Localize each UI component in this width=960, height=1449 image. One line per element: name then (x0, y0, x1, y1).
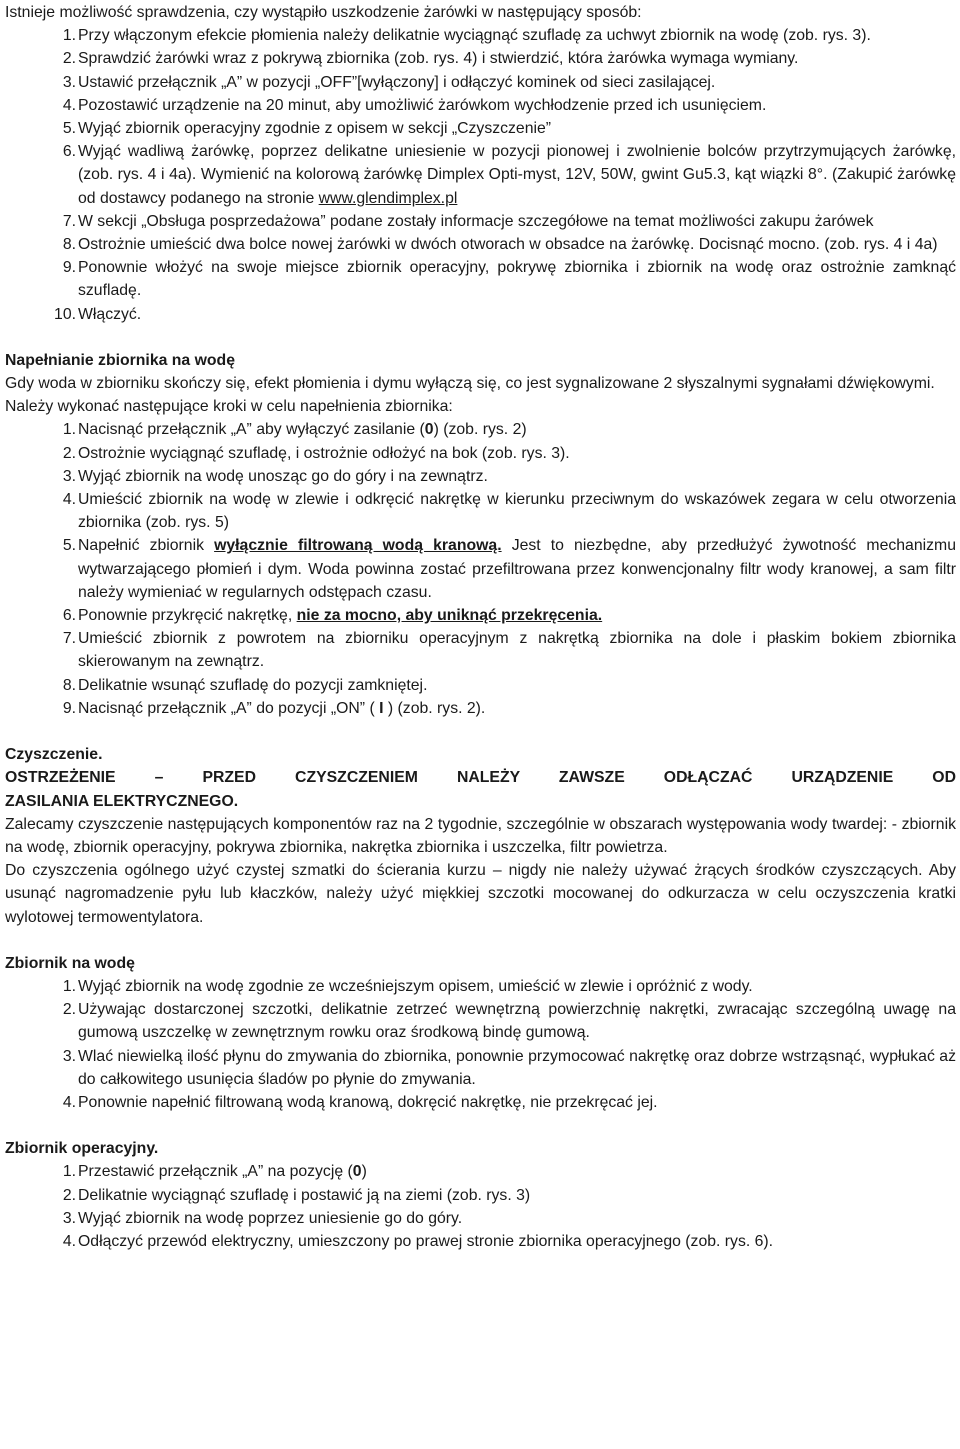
section-heading-cleaning: Czyszczenie. (5, 746, 103, 764)
section-heading-fill: Napełnianie zbiornika na wodę (5, 351, 235, 369)
item-number: 5. (62, 120, 76, 138)
list-item (5, 303, 956, 326)
item-text: Wyjąć zbiornik na wodę poprzez uniesienie go do góry. (78, 1209, 463, 1227)
fill-paragraph-1: Gdy woda w zbiorniku skończy się, efekt płomienia i dymu wyłączą się, co jest sygnalizowane 2 słyszalnymi sygnałami dźwiękowymi. (5, 375, 935, 393)
item-number: 2. (62, 1001, 76, 1019)
list-item (5, 47, 956, 70)
item-number: 3. (62, 1047, 76, 1065)
item-text-emphasis: nie za mocno, aby uniknąć przekręcenia. (296, 607, 603, 625)
list-item (5, 604, 956, 627)
item-text-body: Wyjąć wadliwą żarówkę, poprzez delikatne uniesienie w pozycji pionowej i zwolnienie bolców przytrzymujących żarówkę, (zob. rys. 4 i 4a). Wymienić na kolorową żarówkę Dimplex Opti-myst, 12V, 50W, gwint Gu5.3, kąt wiązki 8°. (Zakupić żarówkę od dostawcy podanego na stronie (78, 143, 956, 207)
warning-line-2: ZASILANIA ELEKTRYCZNEGO. (5, 792, 239, 810)
list-item (5, 1091, 956, 1114)
item-number: 7. (62, 212, 76, 230)
item-text: Ponownie napełnić filtrowaną wodą kranową, dokręcić nakrętkę, nie przekręcać jej. (78, 1093, 658, 1111)
item-text (78, 697, 956, 720)
list-item (5, 1207, 956, 1230)
item-text: Ponownie włożyć na swoje miejsce zbiornik operacyjny, pokrywę zbiornika i zbiornik na wodę oraz ostrożnie zamknąć szufladę. (78, 259, 956, 300)
item-number: 7. (62, 630, 76, 648)
list-item (5, 998, 956, 1044)
item-text: Włączyć. (78, 305, 142, 323)
item-number: 1. (62, 1163, 76, 1181)
item-text-bold: I (379, 699, 384, 717)
item-text: Delikatnie wsunąć szufladę do pozycji zamkniętej. (78, 676, 428, 694)
cleaning-paragraph-2: Do czyszczenia ogólnego użyć czystej szmatki do ścierania kurzu – nigdy nie należy używać żrących środków czyszczących. Aby usunąć nagromadzenie pyłu lub kłaczków, należy użyć miękkiej szczotki mocowanej do odkurzacza w celu oczyszczenia kratki wylotowej termowentylatora. (5, 862, 956, 926)
item-text: Umieścić zbiornik na wodę w zlewie i odkręcić nakrętkę w kierunku przeciwnym do wskazówek zegara w celu otworzenia zbiornika (zob. rys. 5) (78, 491, 956, 532)
spacer (5, 326, 956, 349)
item-text (78, 140, 956, 210)
item-number: 2. (62, 50, 76, 68)
list-item (5, 1045, 956, 1091)
item-number: 2. (62, 1186, 76, 1204)
item-text-part: Przestawić przełącznik „A” na pozycję ( (78, 1163, 353, 1181)
list-item (5, 1184, 956, 1207)
list-item (5, 1230, 956, 1253)
item-number: 4. (62, 1232, 76, 1250)
item-text: W sekcji „Obsługa posprzedażowa” podane zostały informacje szczegółowe na temat możliwości zakupu żarówek (78, 212, 874, 230)
operating-tank-steps-list (5, 1160, 956, 1253)
item-number: 4. (62, 96, 76, 114)
item-text-bold: 0 (424, 421, 434, 439)
intro-paragraph: Istnieje możliwość sprawdzenia, czy wystąpiło uszkodzenie żarówki w następujący sposób: (5, 4, 642, 21)
bulb-steps-list (5, 24, 956, 326)
item-number: 6. (62, 607, 76, 625)
warning-line-1: OSTRZEŻENIE – PRZED CZYSZCZENIEM NALEŻY ZAWSZE ODŁĄCZAĆ URZĄDZENIE OD (5, 769, 956, 787)
item-number: 1. (62, 977, 76, 995)
section-heading-operating-tank: Zbiornik operacyjny. (5, 1140, 159, 1158)
item-text: Używając dostarczonej szczotki, delikatnie zetrzeć wewnętrzną powierzchnię nakrętki, zwracając szczególną uwagę na gumową uszczelkę w zewnętrznym rowku oraz środkową bindę gumową. (78, 1001, 956, 1042)
list-item (5, 210, 956, 233)
list-item (5, 256, 956, 302)
supplier-link[interactable]: www.glendimplex.pl (318, 189, 458, 207)
list-item (5, 534, 956, 604)
section-heading-water-tank: Zbiornik na wodę (5, 954, 135, 972)
item-text: Ostrożnie umieścić dwa bolce nowej żarówki w dwóch otworach w obsadce na żarówkę. Docisnąć mocno. (zob. rys. 4 i 4a) (78, 236, 938, 254)
list-item (5, 674, 956, 697)
item-number: 2. (62, 444, 76, 462)
item-number: 1. (62, 421, 76, 439)
item-number: 5. (62, 537, 76, 555)
item-text: Wyjąć zbiornik na wodę zgodnie ze wcześniejszym opisem, umieścić w zlewie i opróżnić z wody. (78, 977, 753, 995)
item-number: 6. (62, 143, 76, 161)
list-item (5, 1160, 956, 1183)
item-text: Ustawić przełącznik „A” w pozycji „OFF”[wyłączony] i odłączyć kominek od sieci zasilającej. (78, 73, 716, 91)
spacer (5, 1114, 956, 1137)
item-number: 8. (62, 676, 76, 694)
item-text-part: Nacisnąć przełącznik „A” aby wyłączyć zasilanie ( (78, 421, 425, 439)
list-item (5, 418, 956, 441)
item-number: 4. (62, 1093, 76, 1111)
list-item (5, 117, 956, 140)
item-text-bold: 0 (352, 1163, 362, 1181)
item-number: 3. (62, 73, 76, 91)
list-item (5, 975, 956, 998)
list-item (5, 140, 956, 210)
item-text: Przy włączonym efekcie płomienia należy delikatnie wyciągnąć szufladę za uchwyt zbiornik na wodę (zob. rys. 3). (78, 27, 871, 45)
item-text-part: Nacisnąć przełącznik „A” do pozycji „ON” ( (78, 699, 380, 717)
item-text: Delikatnie wyciągnąć szufladę i postawić ją na ziemi (zob. rys. 3) (78, 1186, 531, 1204)
list-item (5, 71, 956, 94)
item-text-part: ) (zob. rys. 2). (383, 699, 486, 717)
item-text-part: Napełnić zbiornik (78, 537, 215, 555)
list-item (5, 233, 956, 256)
fill-steps-list (5, 418, 956, 720)
item-text (78, 1160, 956, 1183)
item-text: Ostrożnie wyciągnąć szufladę, i ostrożnie odłożyć na bok (zob. rys. 3). (78, 444, 570, 462)
spacer (5, 929, 956, 952)
document-page (0, 1, 960, 1449)
item-text-part: Jest to niezbędne, aby przedłużyć żywotność mechanizmu wytwarzającego płomień i dym. Woda powinna zostać przefiltrowana przez konwencjonalny filtr wody kranowej, a sam filtr należy wymieniać w regularnych odstępach czasu. (78, 537, 956, 601)
water-tank-steps-list (5, 975, 956, 1114)
item-text-emphasis: wyłącznie filtrowaną wodą kranową. (214, 537, 502, 555)
list-item (5, 465, 956, 488)
list-item (5, 94, 956, 117)
item-text: Umieścić zbiornik z powrotem na zbiorniku operacyjnym z nakrętką zbiornika na dole i płaskim bokiem zbiornika skierowanym na zewnątrz. (78, 630, 956, 671)
item-number: 3. (62, 467, 76, 485)
item-text: Wyjąć zbiornik na wodę unosząc go do góry i na zewnątrz. (78, 467, 488, 485)
list-item (5, 697, 956, 720)
list-item (5, 24, 956, 47)
item-number: 9. (62, 259, 76, 277)
item-text-part: ) (zob. rys. 2) (433, 421, 527, 439)
item-number: 1. (62, 27, 76, 45)
list-item (5, 627, 956, 673)
item-text-part: ) (361, 1163, 367, 1181)
item-text: Wlać niewielką ilość płynu do zmywania do zbiornika, ponownie przymocować nakrętkę oraz dobrze wstrząsnąć, wypłukać aż do całkowitego usunięcia śladów po płynie do zmywania. (78, 1047, 956, 1088)
item-number: 3. (62, 1209, 76, 1227)
list-item (5, 488, 956, 534)
fill-paragraph-2: Należy wykonać następujące kroki w celu napełnienia zbiornika: (5, 398, 453, 416)
item-text-part: Ponownie przykręcić nakrętkę, (78, 607, 297, 625)
cleaning-paragraph-1: Zalecamy czyszczenie następujących komponentów raz na 2 tygodnie, szczególnie w obszarach występowania wody twardej: - zbiornik na wodę, zbiornik operacyjny, pokrywa zbiornika, nakrętka zbiornika i uszczelka, filtr powietrza. (5, 815, 956, 856)
item-text: Sprawdzić żarówki wraz z pokrywą zbiornika (zob. rys. 4) i stwierdzić, która żarówka wymaga wymiany. (78, 50, 799, 68)
item-number: 10. (54, 305, 76, 323)
item-text: Wyjąć zbiornik operacyjny zgodnie z opisem w sekcji „Czyszczenie” (78, 120, 552, 138)
list-item (5, 442, 956, 465)
item-text (78, 604, 956, 627)
item-text (78, 418, 956, 441)
item-text: Pozostawić urządzenie na 20 minut, aby umożliwić żarówkom wychłodzenie przed ich usunięciem. (78, 96, 767, 114)
item-number: 8. (62, 236, 76, 254)
item-text (78, 534, 956, 604)
item-text: Odłączyć przewód elektryczny, umieszczony po prawej stronie zbiornika operacyjnego (zob. rys. 6). (78, 1232, 774, 1250)
spacer (5, 720, 956, 743)
item-number: 9. (62, 699, 76, 717)
item-number: 4. (62, 491, 76, 509)
